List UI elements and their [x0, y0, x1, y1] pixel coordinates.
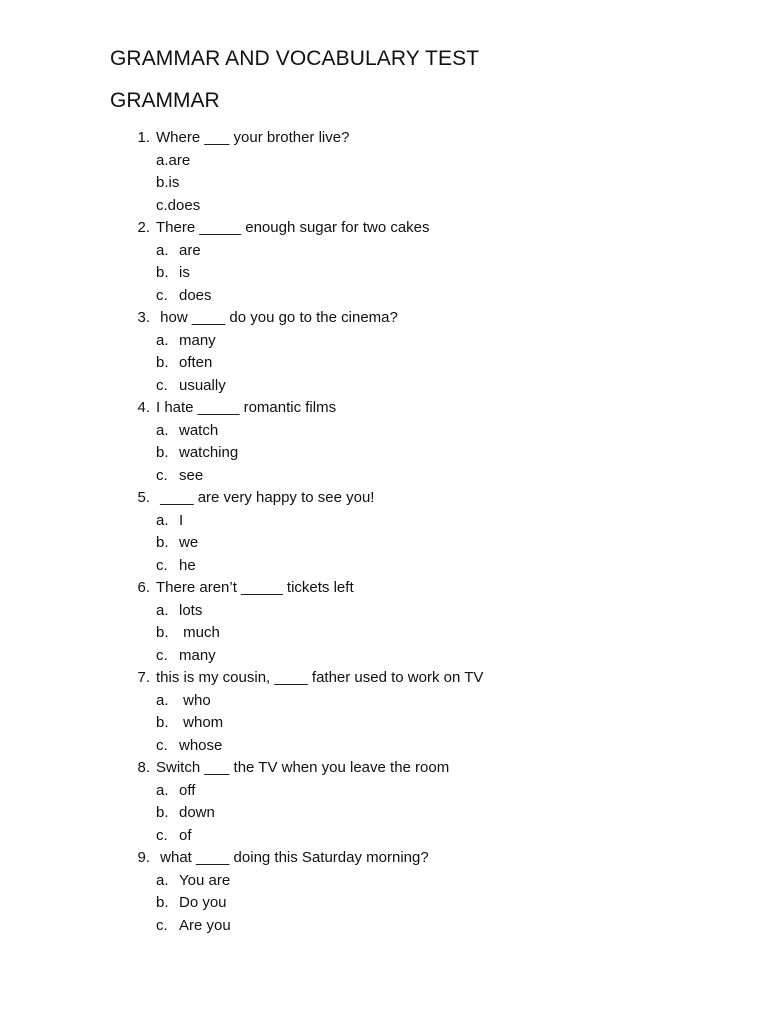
question-4: [0, 397, 768, 420]
option-letter: c.: [156, 736, 168, 754]
option-letter: a.: [156, 691, 169, 709]
answer-option: [0, 285, 768, 308]
option-text: b.is: [156, 174, 180, 191]
answer-option: [0, 690, 768, 713]
answer-option: [0, 330, 768, 353]
option-text: of: [179, 826, 192, 844]
question-5: [0, 487, 768, 510]
option-letter: b.: [156, 534, 169, 551]
question-1: [0, 127, 768, 150]
answer-option: [0, 510, 768, 533]
answer-option: [0, 892, 768, 915]
answer-option: [0, 645, 768, 668]
option-text: many: [179, 331, 216, 349]
option-letter: a.: [156, 871, 169, 889]
question-number: 4.: [137, 399, 150, 416]
answer-option: [0, 915, 768, 938]
section-heading: GRAMMAR: [110, 89, 220, 112]
option-letter: c.: [156, 376, 168, 394]
question-2: [0, 217, 768, 240]
answer-option: [0, 465, 768, 488]
option-letter: b.: [156, 894, 169, 911]
answer-option: [0, 622, 768, 645]
question-number: 1.: [137, 129, 150, 146]
option-text: many: [179, 646, 216, 664]
option-text: Are you: [179, 916, 231, 934]
option-text: is: [179, 264, 190, 281]
question-list: [0, 127, 768, 937]
answer-option: [0, 555, 768, 578]
option-text: watching: [179, 444, 239, 461]
answer-option: [0, 352, 768, 375]
answer-option: [0, 802, 768, 825]
answer-option: [0, 600, 768, 623]
question-number: 3.: [137, 309, 150, 326]
answer-option: [0, 735, 768, 758]
answer-option: [0, 712, 768, 735]
question-number: 6.: [137, 579, 150, 596]
option-text: off: [179, 781, 196, 799]
option-text: are: [179, 241, 201, 259]
option-text: much: [179, 624, 220, 641]
option-text: c.does: [156, 196, 201, 214]
question-text: Where ___ your brother live?: [156, 129, 350, 146]
option-letter: a.: [156, 241, 169, 259]
answer-option: [0, 870, 768, 893]
question-text: this is my cousin, ____ father used to work on TV: [156, 669, 484, 686]
option-letter: b.: [156, 714, 169, 731]
option-text: does: [179, 286, 212, 304]
option-text: often: [179, 354, 213, 371]
option-text: he: [179, 556, 196, 574]
answer-option: [0, 532, 768, 555]
option-text: usually: [179, 376, 226, 394]
option-letter: c.: [156, 286, 168, 304]
question-text: ____ are very happy to see you!: [156, 489, 375, 506]
option-letter: c.: [156, 646, 168, 664]
question-6: [0, 577, 768, 600]
question-number: 5.: [137, 489, 150, 506]
answer-option: [0, 262, 768, 285]
option-text: down: [179, 804, 215, 821]
question-text: There _____ enough sugar for two cakes: [156, 219, 430, 236]
option-text: see: [179, 466, 204, 484]
option-letter: a.: [156, 511, 169, 529]
question-text: Switch ___ the TV when you leave the room: [156, 759, 450, 776]
question-text: I hate _____ romantic films: [156, 399, 337, 416]
option-text: whom: [179, 714, 224, 731]
option-letter: c.: [156, 826, 168, 844]
option-letter: c.: [156, 916, 168, 934]
question-text: what ____ doing this Saturday morning?: [156, 849, 429, 866]
option-text: You are: [179, 871, 231, 889]
option-text: a.are: [156, 151, 191, 169]
question-8: [0, 757, 768, 780]
option-letter: c.: [156, 466, 168, 484]
question-7: [0, 667, 768, 690]
question-3: [0, 307, 768, 330]
option-text: lots: [179, 601, 203, 619]
option-letter: c.: [156, 556, 168, 574]
question-9: [0, 847, 768, 870]
option-letter: b.: [156, 354, 169, 371]
question-number: 2.: [137, 219, 150, 236]
answer-option: [0, 375, 768, 398]
question-number: 8.: [137, 759, 150, 776]
option-letter: b.: [156, 264, 169, 281]
document-title: GRAMMAR AND VOCABULARY TEST: [110, 47, 480, 70]
question-number: 7.: [137, 669, 150, 686]
question-text: There aren’t _____ tickets left: [156, 579, 354, 596]
answer-option: [0, 420, 768, 443]
option-text: who: [179, 691, 211, 709]
option-letter: a.: [156, 331, 169, 349]
option-letter: a.: [156, 601, 169, 619]
question-text: how ____ do you go to the cinema?: [156, 309, 398, 326]
answer-option: [0, 780, 768, 803]
option-letter: b.: [156, 624, 169, 641]
option-text: I: [179, 511, 184, 529]
question-number: 9.: [137, 849, 150, 866]
option-letter: b.: [156, 444, 169, 461]
option-text: whose: [179, 736, 223, 754]
option-letter: a.: [156, 781, 169, 799]
option-text: Do you: [179, 894, 227, 911]
answer-option: [0, 172, 768, 195]
option-text: we: [179, 534, 199, 551]
option-letter: b.: [156, 804, 169, 821]
option-text: watch: [179, 421, 219, 439]
answer-option: [0, 195, 768, 218]
answer-option: [0, 825, 768, 848]
answer-option: [0, 442, 768, 465]
answer-option: [0, 240, 768, 263]
answer-option: [0, 150, 768, 173]
option-letter: a.: [156, 421, 169, 439]
